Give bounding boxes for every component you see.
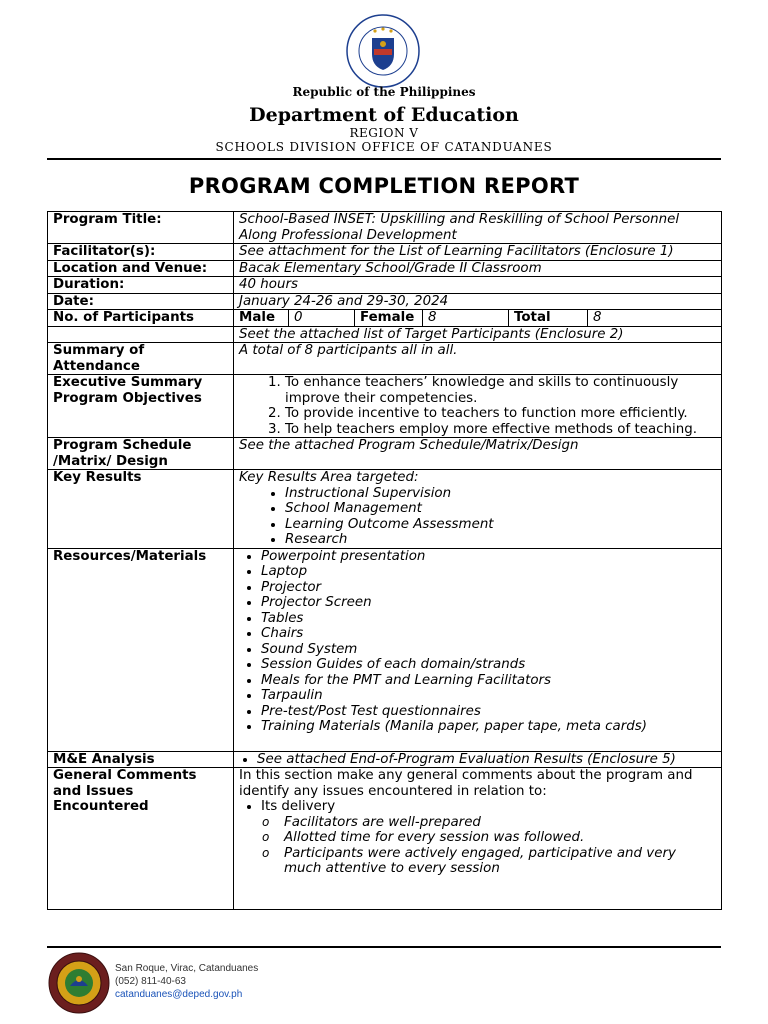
value-objectives bbox=[234, 375, 722, 438]
value-date: January 24-26 and 29-30, 2024 bbox=[234, 293, 722, 310]
list-item: • School Management bbox=[285, 501, 716, 517]
row-date bbox=[48, 293, 722, 310]
row-participants-note bbox=[48, 326, 722, 343]
label-me: M&E Analysis bbox=[48, 751, 234, 768]
row-duration bbox=[48, 277, 722, 294]
participants-grid-cell bbox=[234, 310, 722, 327]
value-schedule: See the attached Program Schedule/Matrix/Design bbox=[234, 438, 722, 470]
label-date: Date: bbox=[48, 293, 234, 310]
row-exec-summary bbox=[48, 375, 722, 438]
list-item: • Instructional Supervision bbox=[285, 486, 716, 502]
list-item: • Laptop bbox=[261, 564, 716, 580]
participants-grid bbox=[234, 310, 721, 326]
row-schedule bbox=[48, 438, 722, 470]
value-program-title: School-Based INSET: Upskilling and Reskilling of School Personnel Along Professional Development bbox=[234, 212, 722, 244]
region-text: REGION V bbox=[349, 126, 419, 140]
comments-list bbox=[239, 799, 716, 877]
me-list bbox=[239, 752, 716, 768]
resources-list bbox=[239, 549, 716, 735]
report-title: PROGRAM COMPLETION REPORT bbox=[188, 174, 580, 198]
value-comments bbox=[234, 768, 722, 910]
row-location bbox=[48, 260, 722, 277]
label-exec-summary: Executive Summary Program Objectives bbox=[48, 375, 234, 438]
label-program-title: Program Title: bbox=[48, 212, 234, 244]
value-attendance: A total of 8 participants all in all. bbox=[234, 343, 722, 375]
label-attendance: Summary of Attendance bbox=[48, 343, 234, 375]
value-resources bbox=[234, 548, 722, 751]
value-location: Bacak Elementary School/Grade II Classroom bbox=[234, 260, 722, 277]
footer-contact bbox=[115, 962, 258, 1001]
footer-address: San Roque, Virac, Catanduanes bbox=[115, 963, 259, 974]
footer-divider bbox=[47, 946, 721, 948]
list-item: • Projector Screen bbox=[261, 595, 716, 611]
label-resources: Resources/Materials bbox=[48, 548, 234, 751]
list-item: • Chairs bbox=[261, 626, 716, 642]
division-seal-logo bbox=[48, 952, 110, 1014]
row-facilitators bbox=[48, 244, 722, 261]
list-item: o Facilitators are well-prepared bbox=[284, 815, 716, 831]
total-label: Total bbox=[509, 310, 588, 326]
label-comments: General Comments and Issues Encountered bbox=[48, 768, 234, 910]
comments-sublist bbox=[261, 815, 716, 877]
value-participants-note: Seet the attached list of Target Participants (Enclosure 2) bbox=[234, 326, 722, 343]
objectives-list bbox=[239, 375, 716, 437]
deped-seal-logo bbox=[346, 14, 420, 88]
row-participants bbox=[48, 310, 722, 327]
list-item: • Tables bbox=[261, 611, 716, 627]
list-item: o Participants were actively engaged, participative and very much attentive to every session bbox=[284, 846, 716, 877]
female-count: 8 bbox=[423, 310, 509, 326]
label-location: Location and Venue: bbox=[48, 260, 234, 277]
report-table bbox=[47, 211, 722, 910]
row-me-analysis bbox=[48, 751, 722, 768]
total-count: 8 bbox=[593, 310, 602, 325]
male-label: Male bbox=[234, 310, 289, 326]
list-item: • Meals for the PMT and Learning Facilitators bbox=[261, 673, 716, 689]
label-duration: Duration: bbox=[48, 277, 234, 294]
comments-item: Its delivery bbox=[261, 799, 336, 814]
row-resources bbox=[48, 548, 722, 751]
list-item: • Research bbox=[285, 532, 716, 548]
row-comments bbox=[48, 768, 722, 910]
list-item: • Pre-test/Post Test questionnaires bbox=[261, 704, 716, 720]
row-key-results bbox=[48, 470, 722, 549]
department-text: Department of Education bbox=[249, 104, 519, 126]
list-item bbox=[261, 799, 716, 877]
male-count: 0 bbox=[289, 310, 355, 326]
list-item: • Training Materials (Manila paper, paper tape, meta cards) bbox=[261, 719, 716, 735]
value-me bbox=[234, 751, 722, 768]
footer-email-link[interactable]: catanduanes@deped.gov.ph bbox=[115, 989, 243, 1000]
row-attendance bbox=[48, 343, 722, 375]
list-item: • Learning Outcome Assessment bbox=[285, 517, 716, 533]
label-key-results: Key Results bbox=[48, 470, 234, 549]
list-item: 3. To help teachers employ more effective methods of teaching. bbox=[285, 422, 716, 438]
list-item: • Session Guides of each domain/strands bbox=[261, 657, 716, 673]
female-label: Female bbox=[355, 310, 423, 326]
row-program-title bbox=[48, 212, 722, 244]
key-results-intro: Key Results Area targeted: bbox=[239, 470, 419, 485]
list-item: • Tarpaulin bbox=[261, 688, 716, 704]
value-key-results bbox=[234, 470, 722, 549]
key-results-list bbox=[239, 486, 716, 548]
division-text: SCHOOLS DIVISION OFFICE OF CATANDUANES bbox=[215, 140, 553, 154]
list-item: • Projector bbox=[261, 580, 716, 596]
republic-text: Republic of the Philippines bbox=[292, 85, 476, 99]
list-item: • Powerpoint presentation bbox=[261, 549, 716, 565]
list-item: • Sound System bbox=[261, 642, 716, 658]
footer-phone: (052) 811-40-63 bbox=[115, 976, 186, 987]
label-participants: No. of Participants bbox=[48, 310, 234, 327]
value-facilitators: See attachment for the List of Learning Facilitators (Enclosure 1) bbox=[234, 244, 722, 261]
label-facilitators: Facilitator(s): bbox=[48, 244, 234, 261]
list-item: 1. To enhance teachers’ knowledge and skills to continuously improve their competencies. bbox=[285, 375, 716, 406]
letterhead bbox=[0, 0, 768, 160]
label-empty bbox=[48, 326, 234, 343]
list-item: o Allotted time for every session was followed. bbox=[284, 830, 716, 846]
value-duration: 40 hours bbox=[234, 277, 722, 294]
list-item: 2. To provide incentive to teachers to function more efficiently. bbox=[285, 406, 716, 422]
comments-intro: In this section make any general comments about the program and identify any issues encountered in relation to: bbox=[239, 768, 693, 799]
header-divider bbox=[47, 158, 721, 160]
list-item: • See attached End-of-Program Evaluation Results (Enclosure 5) bbox=[257, 752, 716, 768]
label-schedule: Program Schedule /Matrix/ Design bbox=[48, 438, 234, 470]
